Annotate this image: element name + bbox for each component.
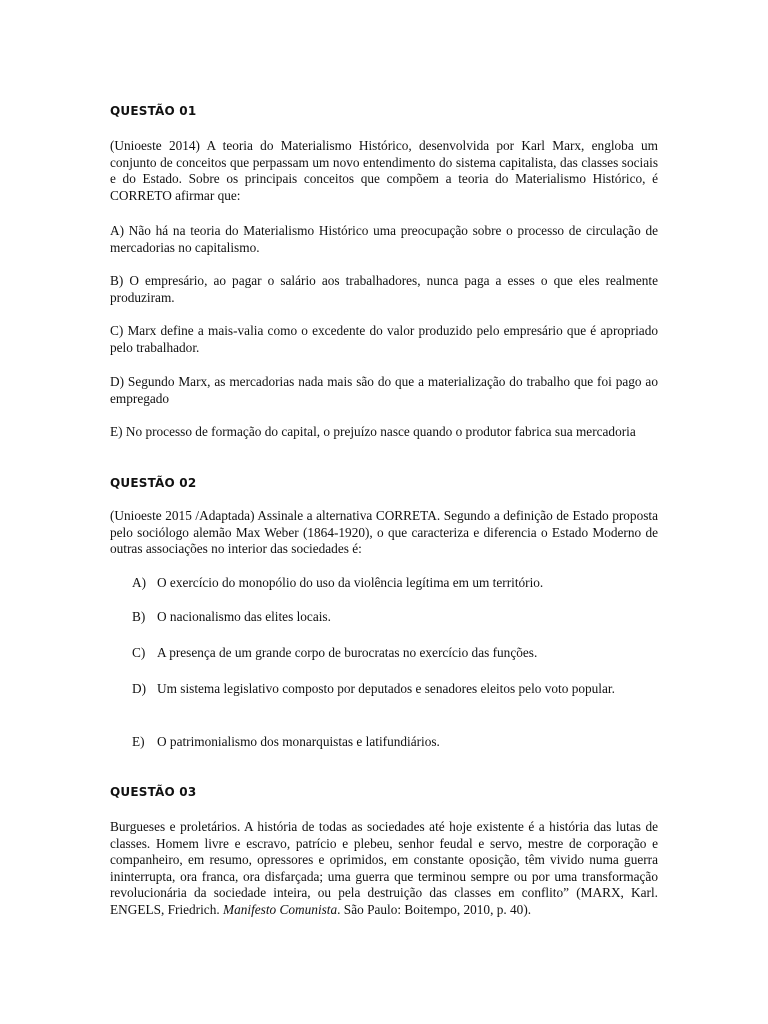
option-letter: D) xyxy=(132,681,147,696)
option-text: O nacionalismo das elites locais. xyxy=(157,609,331,624)
question-2-option-a xyxy=(132,575,658,592)
question-1-option-b: B) O empresário, ao pagar o salário aos trabalhadores, nunca paga a esses o que eles realmente produziram. xyxy=(110,273,658,305)
option-letter: C) xyxy=(132,645,146,660)
question-1-option-a: A) Não há na teoria do Materialismo Histórico uma preocupação sobre o processo de circulação de mercadorias no capitalismo. xyxy=(110,223,658,255)
question-2-option-d xyxy=(132,681,658,698)
question-2-heading: QUESTÃO 02 xyxy=(110,476,197,490)
question-2-option-e xyxy=(132,734,658,751)
option-text: O patrimonialismo dos monarquistas e latifundiários. xyxy=(157,734,440,749)
option-letter: E) xyxy=(132,734,145,749)
question-2-stem: (Unioeste 2015 /Adaptada) Assinale a alternativa CORRETA. Segundo a definição de Estado proposta pelo sociólogo alemão Max Weber (1864-1920), o que caracteriza e diferencia o Estado Moderno de outras associações no interior das sociedades é: xyxy=(110,508,658,557)
option-text: O exercício do monopólio do uso da violência legítima em um território. xyxy=(157,575,544,590)
question-2-option-b xyxy=(132,609,658,626)
book-title: Manifesto Comunista xyxy=(223,901,338,917)
question-2-option-c xyxy=(132,645,658,662)
question-1-option-c: C) Marx define a mais-valia como o excedente do valor produzido pelo empresário que é apropriado pelo trabalhador. xyxy=(110,323,658,355)
option-letter: A) xyxy=(132,575,147,590)
question-1-option-e: E) No processo de formação do capital, o prejuízo nasce quando o produtor fabrica sua mercadoria xyxy=(110,424,636,439)
option-letter: B) xyxy=(132,609,146,624)
question-1-option-d: D) Segundo Marx, as mercadorias nada mais são do que a materialização do trabalho que foi pago ao empregado xyxy=(110,374,658,406)
question-1-stem: (Unioeste 2014) A teoria do Materialismo Histórico, desenvolvida por Karl Marx, engloba um conjunto de conceitos que perpassam um novo entendimento do sistema capitalista, das classes sociais e do Estado. Sobre os principais conceitos que compõem a teoria do Materialismo Histórico, é CORRETO afirmar que: xyxy=(110,138,658,203)
question-3-heading: QUESTÃO 03 xyxy=(110,785,197,799)
quote-citation: . São Paulo: Boitempo, 2010, p. 40). xyxy=(337,901,532,917)
question-1-heading: QUESTÃO 01 xyxy=(110,104,197,118)
quote-text: Burgueses e proletários. A história de todas as sociedades até hoje existente é a história das lutas de classes. Homem livre e escravo, patrício e plebeu, senhor feudal e servo, mestre de corporação e companheiro, em resumo, opressores e oprimidos, em constante oposição, têm vivido numa guerra ininterrupta, ora franca, ora disfarçada; uma guerra que terminou sempre ou por uma transformação revolucionária da sociedade inteira, ou pela destruição das classes em conflito” (MARX, Karl. ENGELS, Friedrich. xyxy=(110,819,658,917)
option-text: A presença de um grande corpo de burocratas no exercício das funções. xyxy=(157,645,538,660)
option-text: Um sistema legislativo composto por deputados e senadores eleitos pelo voto popular. xyxy=(157,681,615,696)
question-3-quote xyxy=(110,819,658,919)
